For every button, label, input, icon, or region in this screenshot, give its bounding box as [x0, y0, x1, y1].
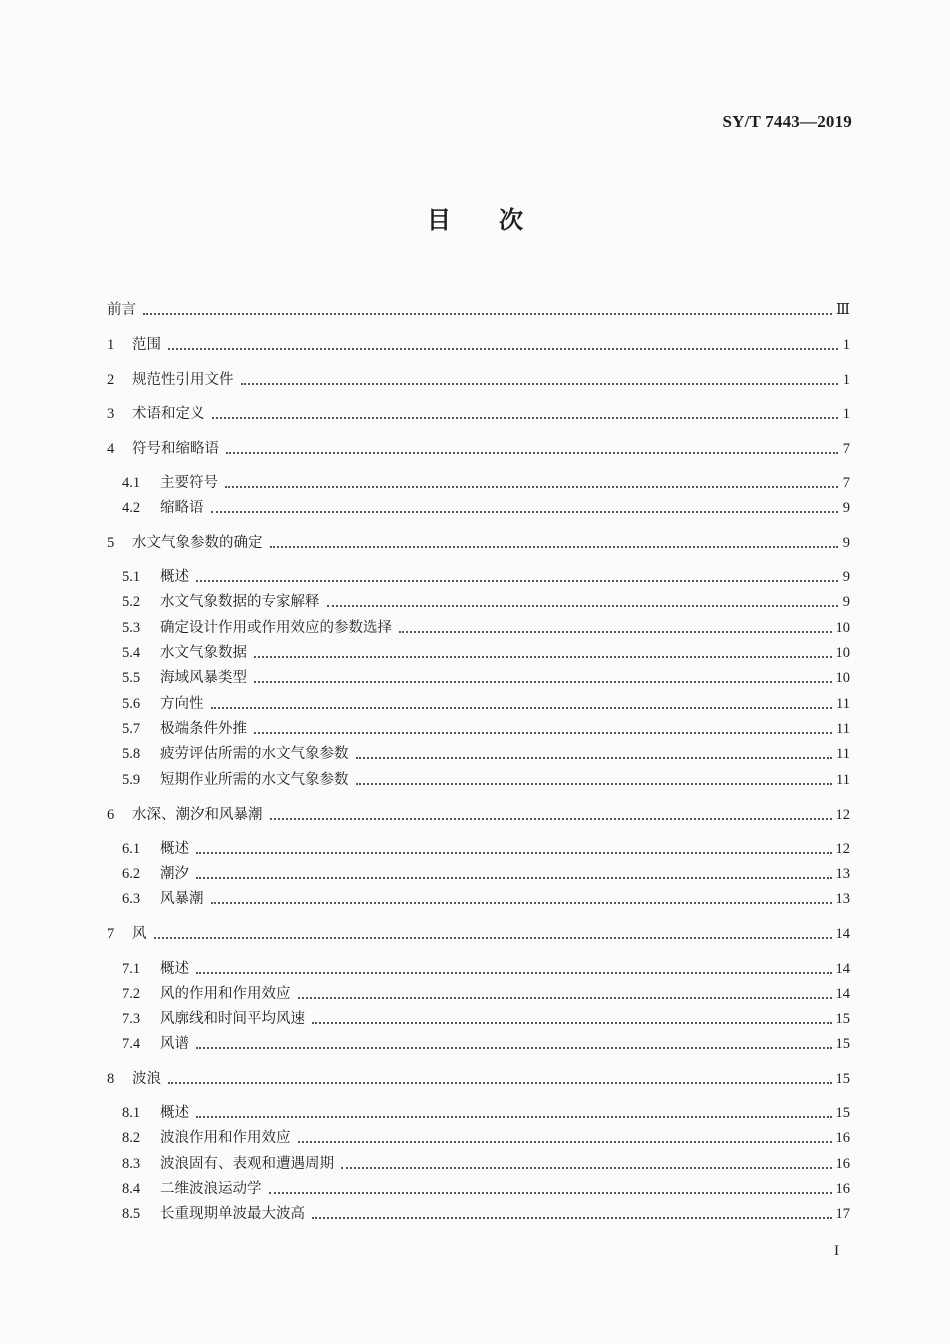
toc-entry — [122, 1005, 850, 1029]
leader-dots — [196, 1116, 832, 1118]
toc-label: 水深、潮汐和风暴潮 — [132, 807, 263, 823]
toc-number: 7 — [107, 926, 115, 942]
toc-entry — [122, 639, 850, 663]
leader-dots — [356, 757, 833, 759]
toc-label: 术语和定义 — [132, 406, 205, 422]
toc-label: 风谱 — [160, 1036, 189, 1052]
toc-label: 规范性引用文件 — [132, 372, 234, 388]
toc-label: 风廓线和时间平均风速 — [160, 1011, 305, 1027]
toc-entry — [122, 980, 850, 1004]
toc-number: 5.1 — [122, 569, 141, 585]
toc-number: 8 — [107, 1071, 115, 1087]
leader-dots — [270, 818, 832, 820]
leader-dots — [196, 972, 832, 974]
toc-number: 4.1 — [122, 475, 141, 491]
leader-dots — [225, 486, 838, 488]
leader-dots — [254, 732, 832, 734]
toc-page: 1 — [842, 372, 850, 388]
toc-number: 8.5 — [122, 1206, 141, 1222]
toc-label: 确定设计作用或作用效应的参数选择 — [160, 620, 392, 636]
toc-entry — [122, 690, 850, 714]
toc-label: 波浪固有、表观和遭遇周期 — [160, 1156, 334, 1172]
leader-dots — [196, 580, 838, 582]
toc-label: 水文气象数据的专家解释 — [160, 594, 320, 610]
toc-page: 15 — [835, 1011, 850, 1027]
page-title: 目次 — [427, 206, 571, 234]
toc-page: 17 — [835, 1206, 850, 1222]
toc-number: 5.9 — [122, 772, 141, 788]
leader-dots — [327, 605, 839, 607]
toc-label: 概述 — [160, 841, 189, 857]
toc-label: 概述 — [160, 1105, 189, 1121]
toc-entry — [107, 400, 850, 424]
leader-dots — [241, 383, 839, 385]
toc-number: 5.7 — [122, 721, 141, 737]
toc-entry — [107, 366, 850, 390]
toc-page: 1 — [842, 406, 850, 422]
leader-dots — [196, 852, 832, 854]
toc-label: 前言 — [107, 302, 136, 318]
toc-label: 概述 — [160, 961, 189, 977]
leader-dots — [168, 348, 838, 350]
toc-page: 15 — [835, 1105, 850, 1121]
toc-number: 6 — [107, 807, 115, 823]
toc-entry — [107, 435, 850, 459]
leader-dots — [196, 877, 832, 879]
toc-label: 波浪作用和作用效应 — [160, 1130, 291, 1146]
standard-code: SY/T 7443—2019 — [722, 112, 852, 131]
toc-page: 9 — [842, 535, 850, 551]
toc-entry — [122, 885, 850, 909]
toc-label: 符号和缩略语 — [132, 441, 219, 457]
toc-label: 主要符号 — [160, 475, 218, 491]
toc-page: 11 — [836, 721, 850, 737]
toc-number: 8.2 — [122, 1130, 141, 1146]
leader-dots — [143, 313, 832, 315]
toc-page: 11 — [836, 746, 850, 762]
toc-page: 15 — [835, 1071, 850, 1087]
leader-dots — [211, 511, 839, 513]
toc-entry — [107, 529, 850, 553]
leader-dots — [298, 1141, 832, 1143]
leader-dots — [254, 681, 832, 683]
toc-page: 16 — [835, 1156, 850, 1172]
toc-number: 5.2 — [122, 594, 141, 610]
toc-page: 14 — [835, 961, 850, 977]
toc-page: 10 — [835, 645, 850, 661]
toc-label: 长重现期单波最大波高 — [160, 1206, 305, 1222]
toc-page: 14 — [835, 926, 850, 942]
toc-entry — [122, 860, 850, 884]
toc-label: 潮汐 — [160, 866, 189, 882]
toc-label: 方向性 — [160, 696, 204, 712]
toc-entry — [122, 1030, 850, 1054]
toc-label: 风 — [132, 926, 147, 942]
toc-entry — [122, 766, 850, 790]
toc-number: 4 — [107, 441, 115, 457]
leader-dots — [356, 783, 833, 785]
toc-entry — [122, 614, 850, 638]
toc-number: 1 — [107, 337, 115, 353]
toc-number: 8.1 — [122, 1105, 141, 1121]
toc-label: 风暴潮 — [160, 891, 204, 907]
leader-dots — [312, 1217, 832, 1219]
toc-label: 极端条件外推 — [160, 721, 247, 737]
toc-entry — [122, 835, 850, 859]
toc-entry — [122, 494, 850, 518]
leader-dots — [211, 707, 833, 709]
toc-page: 12 — [835, 841, 850, 857]
toc-page: 12 — [835, 807, 850, 823]
toc-entry — [122, 1099, 850, 1123]
toc-label: 海域风暴类型 — [160, 670, 247, 686]
toc-entry — [122, 588, 850, 612]
leader-dots — [270, 546, 839, 548]
toc-label: 疲劳评估所需的水文气象参数 — [160, 746, 349, 762]
toc-label: 二维波浪运动学 — [160, 1181, 262, 1197]
toc-page: 10 — [835, 620, 850, 636]
toc-entry — [122, 664, 850, 688]
toc-label: 水文气象参数的确定 — [132, 535, 263, 551]
leader-dots — [269, 1192, 832, 1194]
toc-number: 5.8 — [122, 746, 141, 762]
leader-dots — [341, 1167, 832, 1169]
page-number: I — [834, 1243, 839, 1259]
leader-dots — [254, 656, 832, 658]
toc-number: 7.4 — [122, 1036, 141, 1052]
toc-number: 5.3 — [122, 620, 141, 636]
toc-entry — [107, 801, 850, 825]
toc-page: 9 — [842, 569, 850, 585]
toc-entry — [107, 1065, 850, 1089]
toc-page: 7 — [842, 441, 850, 457]
toc-page: 11 — [836, 696, 850, 712]
toc-number: 2 — [107, 372, 115, 388]
toc-entry — [122, 1124, 850, 1148]
toc-entry — [107, 331, 850, 355]
toc-page: 13 — [835, 866, 850, 882]
toc-number: 7.2 — [122, 986, 141, 1002]
toc-entry — [107, 920, 850, 944]
toc-number: 6.3 — [122, 891, 141, 907]
toc-label: 波浪 — [132, 1071, 161, 1087]
toc-number: 5 — [107, 535, 115, 551]
toc-page: 10 — [835, 670, 850, 686]
toc-page: 14 — [835, 986, 850, 1002]
leader-dots — [226, 452, 838, 454]
toc-label: 短期作业所需的水文气象参数 — [160, 772, 349, 788]
toc-label: 风的作用和作用效应 — [160, 986, 291, 1002]
toc-number: 7.1 — [122, 961, 141, 977]
toc-entry — [122, 740, 850, 764]
leader-dots — [312, 1022, 832, 1024]
toc-entry — [122, 1175, 850, 1199]
toc-entry — [122, 1200, 850, 1224]
toc-number: 8.3 — [122, 1156, 141, 1172]
toc-page: 13 — [835, 891, 850, 907]
toc-entry — [122, 1150, 850, 1174]
toc-page: 7 — [842, 475, 850, 491]
toc-entry — [107, 296, 850, 320]
leader-dots — [168, 1082, 832, 1084]
toc-label: 水文气象数据 — [160, 645, 247, 661]
toc-page: 16 — [835, 1181, 850, 1197]
toc-entry — [122, 955, 850, 979]
toc-page: 16 — [835, 1130, 850, 1146]
toc-entry — [122, 715, 850, 739]
toc-page: Ⅲ — [836, 302, 850, 318]
toc-label: 范围 — [132, 337, 161, 353]
toc-number: 5.6 — [122, 696, 141, 712]
toc-page: 9 — [842, 500, 850, 516]
toc-label: 缩略语 — [160, 500, 204, 516]
toc-entry — [122, 469, 850, 493]
toc-entry — [122, 563, 850, 587]
toc-number: 3 — [107, 406, 115, 422]
toc-page: 15 — [835, 1036, 850, 1052]
toc-number: 6.2 — [122, 866, 141, 882]
toc-number: 4.2 — [122, 500, 141, 516]
toc-page: 1 — [842, 337, 850, 353]
toc-number: 5.4 — [122, 645, 141, 661]
toc-number: 6.1 — [122, 841, 141, 857]
leader-dots — [212, 417, 839, 419]
leader-dots — [211, 902, 832, 904]
toc-page: 11 — [836, 772, 850, 788]
toc-number: 8.4 — [122, 1181, 141, 1197]
toc-page: 9 — [842, 594, 850, 610]
leader-dots — [298, 997, 832, 999]
toc-number: 7.3 — [122, 1011, 141, 1027]
leader-dots — [399, 631, 832, 633]
leader-dots — [196, 1047, 832, 1049]
toc-number: 5.5 — [122, 670, 141, 686]
toc-label: 概述 — [160, 569, 189, 585]
leader-dots — [154, 937, 832, 939]
